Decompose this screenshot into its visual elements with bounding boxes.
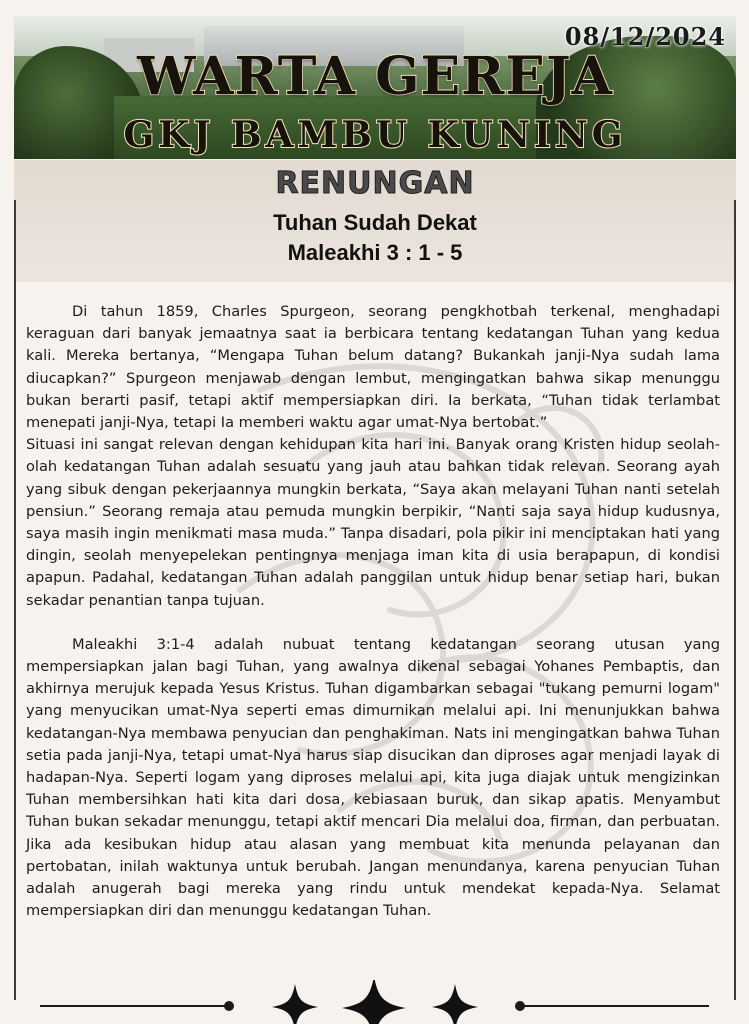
section-label: RENUNGAN [275, 166, 475, 201]
frame-line-right [734, 200, 736, 1000]
scripture-reference: Maleakhi 3 : 1 - 5 [287, 240, 463, 265]
paragraph-spacer [26, 612, 720, 634]
body-paragraph-3: Maleakhi 3:1-4 adalah nubuat tentang kedatangan seorang utusan yang mempersiapkan jalan bagi Tuhan, yang awalnya dikenal sebagai Yohanes Pembaptis, dan akhirnya merujuk kepada Yesus Kristus. Tuhan digambarkan sebagai "tukang pemurni logam" yang menyucikan umat-Nya seperti emas dimurnikan melalui api. Ini menunjukkan bahwa kedatangan-Nya membawa penyucian dan penghakiman. Nats ini mengingatkan bahwa Tuhan setia pada janji-Nya, tetapi umat-Nya harus siap disucikan dan diproses agar menjadi layak di hadapan-Nya. Seperti logam yang diproses melalui api, kita juga diajak untuk mengizinkan Tuhan membersihkan hati kita dari dosa, kebiasaan buruk, dan sikap apatis. Menyambut Tuhan bukan sekadar menunggu, tetapi aktif mencari Dia melalui doa, firman, dan perbuatan. Jika ada kesibukan hidup atau alasan yang membuat kita menunda pelayanan dan pertobatan, inilah waktunya untuk berubah. Jangan menundanya, karena penyucian Tuhan adalah anugerah bagi mereka yang rindu untuk mendekat kepada-Nya. Selamat mempersiapkan diri dan menunggu kedatangan Tuhan. [26, 635, 720, 920]
body-paragraph-2: Situasi ini sangat relevan dengan kehidupan kita hari ini. Banyak orang Kristen hidup seolah-olah kedatangan Tuhan adalah sesuatu yang jauh atau bahkan tidak relevan. Seorang ayah yang sibuk dengan pekerjaannya mungkin berkata, “Saya akan melayani Tuhan nanti setelah pensiun.” Seorang remaja atau pemuda mungkin berpikir, “Nanti saja saya hidup kudusnya, saya masih ingin menikmati masa muda.” Tanpa disadari, pola pikir ini menciptakan hati yang dingin, seolah menyepelekan pentingnya menjaga iman kita di usia berapapun, di kondisi apapun. Padahal, kedatangan Tuhan adalah panggilan untuk hidup benar setiap hari, bukan sekadar penantian tanpa tujuan. [26, 436, 720, 609]
bulletin-date: 08/12/2024 [564, 22, 726, 51]
section-heading-band [14, 160, 736, 282]
devotion-body [26, 301, 720, 922]
body-paragraph-1: Di tahun 1859, Charles Spurgeon, seorang pengkhotbah terkenal, menghadapi keraguan dari banyak jemaatnya saat ia berbicara tentang kedatangan Tuhan yang kedua kali. Mereka bertanya, “Mengapa Tuhan belum datang? Bukankah janji-Nya sudah lama diucapkan?” Spurgeon menjawab dengan lembut, mengingatkan bahwa sikap menunggu bukan berarti pasif, tetapi aktif mempersiapkan diri. Ia berkata, “Tuhan tidak terlambat menepati janji-Nya, tetapi Ia memberi waktu agar umat-Nya bertobat.” [26, 303, 720, 432]
header-banner [14, 16, 736, 159]
footer-ornament [0, 980, 749, 1024]
frame-line-left [14, 200, 16, 1000]
church-name: GKJ BAMBU KUNING [123, 114, 627, 156]
devotion-title: Tuhan Sudah Dekat [273, 210, 477, 235]
bulletin-title: WARTA GEREJA [137, 46, 613, 107]
